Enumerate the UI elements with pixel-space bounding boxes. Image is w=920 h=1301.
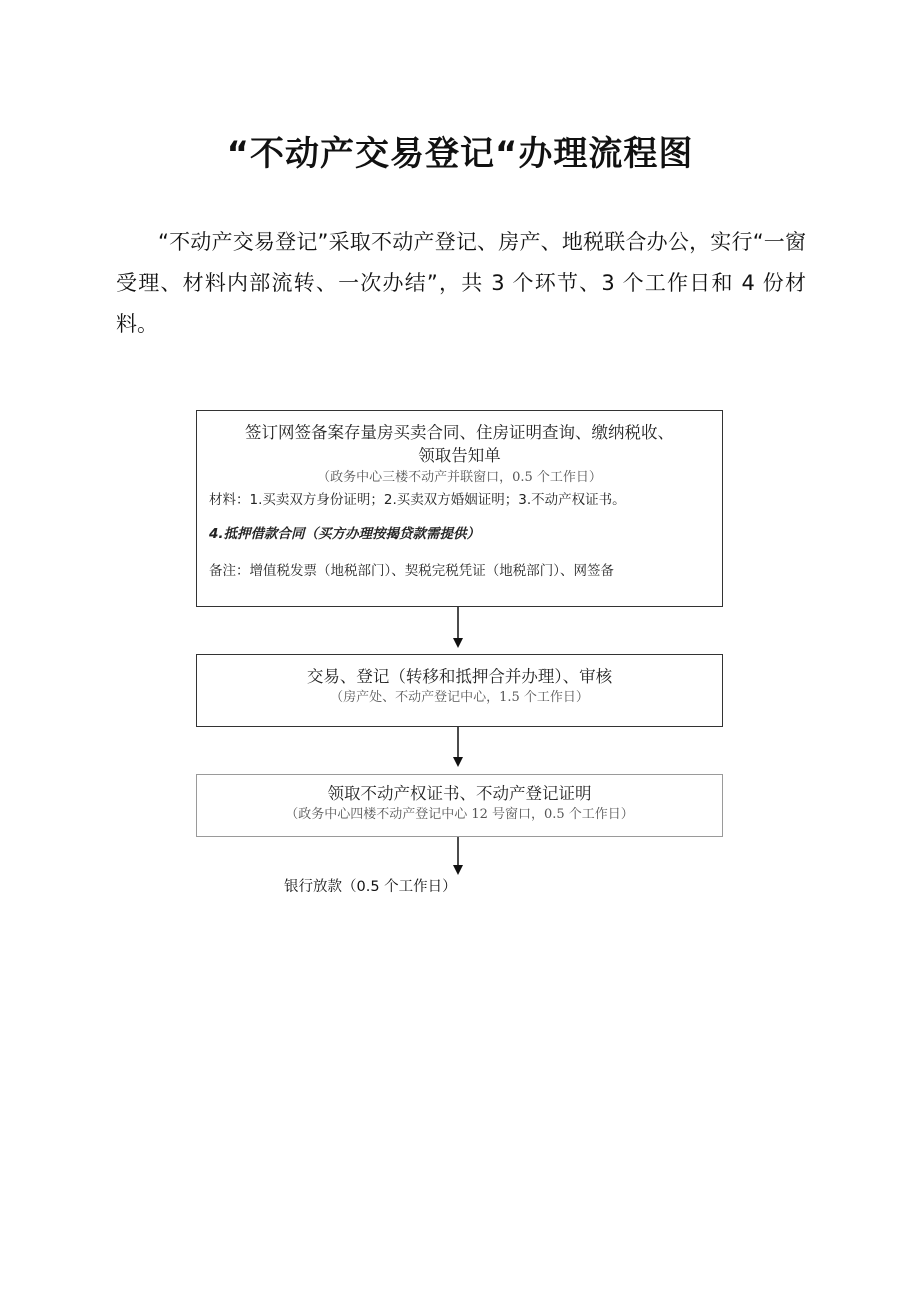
- intro-paragraph: “不动产交易登记”采取不动产登记、房产、地税联合办公，实行“一窗受理、材料内部流转、一次办结”，共 3 个环节、3 个工作日和 4 份材料。: [116, 230, 806, 336]
- bank-loan-note: 银行放款（0.5 个工作日）: [284, 879, 457, 895]
- arrow-step-3-to-final: [453, 837, 463, 875]
- step-1-remark: 备注：增值税发票（地税部门）、契税完税凭证（地税部门）、网签备: [209, 563, 614, 579]
- step-3-location: （政务中心四楼不动产登记中心 12 号窗口，0.5 个工作日）: [285, 807, 634, 822]
- step-1-title-line-2: 领取告知单: [418, 446, 501, 465]
- step-3-title: 领取不动产权证书、不动产登记证明: [327, 784, 592, 803]
- step-1-location: （政务中心三楼不动产并联窗口，0.5 个工作日）: [317, 470, 602, 485]
- arrow-step-2-to-3: [453, 727, 463, 767]
- step-2-location: （房产处、不动产登记中心，1.5 个工作日）: [330, 690, 589, 705]
- step-1-materials: 材料：1.买卖双方身份证明；2.买卖双方婚姻证明；3.不动产权证书。: [209, 492, 626, 508]
- document-title: “不动产交易登记“办理流程图: [226, 134, 694, 174]
- step-1-title-line-1: 签订网签备案存量房买卖合同、住房证明查询、缴纳税收、: [245, 423, 674, 442]
- arrow-step-1-to-2: [453, 607, 463, 648]
- step-1-material-4: 4.抵押借款合同（买方办理按揭贷款需提供）: [209, 526, 481, 542]
- step-2-title: 交易、登记（转移和抵押合并办理）、审核: [306, 667, 613, 686]
